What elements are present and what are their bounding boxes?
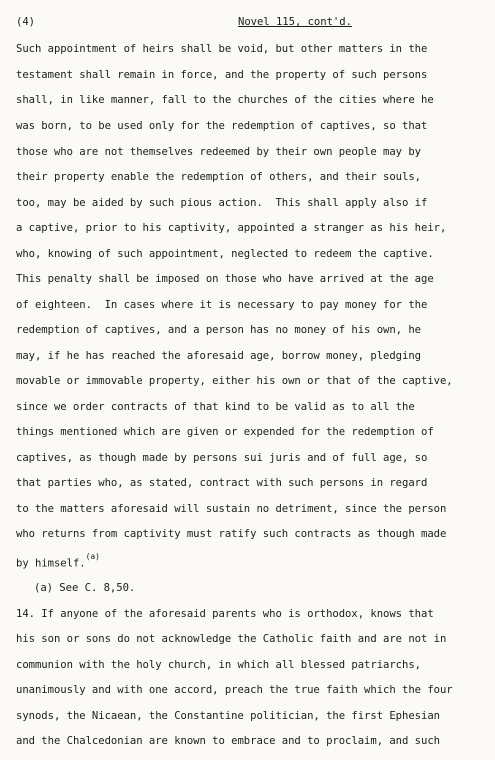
text-line: unanimously and with one accord, preach the true faith which the four [16, 684, 453, 696]
text-line: who, knowing of such appointment, neglected to redeem the captive. [16, 248, 434, 260]
text-line: movable or immovable property, either his own or that of the captive, [16, 375, 453, 387]
text-line: that parties who, as stated, contract with such persons in regard [16, 477, 428, 489]
text-line: and the Chalcedonian are known to embrace and to proclaim, and such [16, 735, 440, 747]
text-line: things mentioned which are given or expended for the redemption of [16, 426, 434, 438]
text-line: was born, to be used only for the redemption of captives, so that [16, 120, 428, 132]
text-line: synods, the Nicaean, the Constantine politician, the first Ephesian [16, 710, 440, 722]
text-line: those who are not themselves redeemed by their own people may by [16, 146, 421, 158]
page-title: Novel 115, cont'd. [238, 16, 352, 28]
text-line: to the matters aforesaid will sustain no detriment, since the person [16, 503, 447, 515]
text-line: who returns from captivity must ratify such contracts as though made [16, 528, 447, 540]
text-line: their property enable the redemption of others, and their souls, [16, 171, 421, 183]
text-line: testament shall remain in force, and the property of such persons [16, 69, 428, 81]
text-line-last [16, 553, 100, 571]
text-line: 14. If anyone of the aforesaid parents who is orthodox, knows that [16, 608, 434, 620]
footnote: (a) See C. 8,50. [34, 582, 136, 594]
text-line: too, may be aided by such pious action. This shall apply also if [16, 197, 428, 209]
text-line: of eighteen. In cases where it is necessary to pay money for the [16, 299, 428, 311]
page-header [16, 16, 486, 34]
footnote-marker: (a) [85, 552, 100, 561]
text-line: a captive, prior to his captivity, appointed a stranger as his heir, [16, 222, 447, 234]
text-line: captives, as though made by persons sui juris and of full age, so [16, 452, 428, 464]
text-line: his son or sons do not acknowledge the Catholic faith and are not in [16, 633, 447, 645]
text-fragment: by himself. [16, 557, 86, 570]
text-line: communion with the holy church, in which all blessed patriarchs, [16, 659, 421, 671]
text-line: Such appointment of heirs shall be void, but other matters in the [16, 43, 428, 55]
text-line: redemption of captives, and a person has no money of his own, he [16, 324, 421, 336]
text-line: shall, in like manner, fall to the churches of the cities where he [16, 94, 434, 106]
text-line: This penalty shall be imposed on those who have arrived at the age [16, 273, 434, 285]
text-line: since we order contracts of that kind to be valid as to all the [16, 401, 415, 413]
page-number: (4) [16, 16, 35, 28]
text-line: may, if he has reached the aforesaid age, borrow money, pledging [16, 350, 421, 362]
